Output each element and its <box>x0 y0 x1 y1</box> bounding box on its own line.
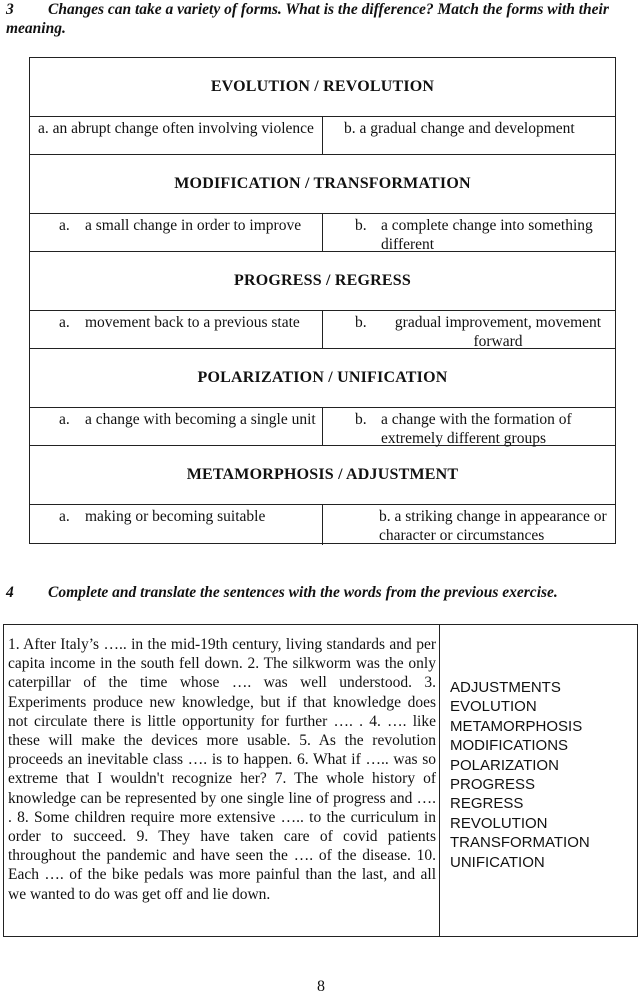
option-label: a. <box>59 314 70 331</box>
definition-b: b. a striking change in appearance or character or circumstances <box>379 508 607 544</box>
exercise-4-instruction: Complete and translate the sentences with the words from the previous exercise. <box>48 584 558 601</box>
group-row <box>30 310 615 349</box>
exercise-3-table <box>29 57 616 544</box>
page-number: 8 <box>317 978 325 995</box>
word-bank-item: ADJUSTMENTS <box>450 679 561 696</box>
definition-b <box>323 311 615 348</box>
word-bank-item: EVOLUTION <box>450 698 537 716</box>
word-bank-item: REGRESS <box>450 795 524 813</box>
option-text: movement back to a previous state <box>85 314 300 331</box>
sentences-text: 1. After Italy’s ….. in the mid-19th century, living standards and per capita income in the south fell down. 2. The silkworm was the only caterpillar of the time whose …. was well understood. 3. Experiments produce new knowledge, but if that knowledge does not circulate there is little opportunity for further …. . 4. …. like these will make the devices more usable. 5. As the revolution proceeds an inevitable class …. is to happen. 6. What if ….. was so extreme that I wouldn't recognize her? 7. The whole history of knowledge can be represented by one single line of progress and …. . 8. Some children require more extensive ….. to the curriculum in order to succeed. 9. They have taken care of covid patients throughout the pandemic and have seen the …. of the disease. 10. Each …. of the bike pedals was more painful than the last, and all we wanted to do was get off and lie down. <box>4 625 440 936</box>
word-bank-item: REVOLUTION <box>450 814 548 832</box>
group-title: MODIFICATION / TRANSFORMATION <box>174 175 471 192</box>
option-label: b. <box>355 314 367 331</box>
word-bank-item: METAMORPHOSIS <box>450 717 583 735</box>
group-title: PROGRESS / REGRESS <box>234 272 411 289</box>
definition-a <box>30 408 323 445</box>
word-bank <box>440 625 637 936</box>
exercise-3-instruction: Changes can take a variety of forms. What is the difference? Match the forms with their meaning. <box>6 1 609 37</box>
exercise-4-table <box>3 624 638 937</box>
group-row <box>30 213 615 252</box>
group-title: EVOLUTION / REVOLUTION <box>210 78 435 95</box>
option-label: a. <box>59 508 70 525</box>
definition-a <box>30 311 323 348</box>
option-label: a. <box>59 411 70 428</box>
definition-a <box>30 214 323 251</box>
option-text: gradual improvement, movement forward <box>394 314 602 350</box>
word-bank-item: TRANSFORMATION <box>450 834 590 852</box>
definition-b <box>323 408 615 445</box>
group-title: METAMORPHOSIS / ADJUSTMENT <box>186 466 459 483</box>
word-bank-item: PROGRESS <box>450 776 536 794</box>
word-bank-item: UNIFICATION <box>450 853 545 871</box>
option-text: making or becoming suitable <box>85 508 266 525</box>
word-bank-item: POLARIZATION <box>450 756 559 774</box>
definition-b <box>323 214 615 251</box>
option-text: a complete change into something different <box>381 217 593 253</box>
exercise-4-number: 4 <box>6 584 14 601</box>
exercise-4-heading <box>6 583 638 602</box>
group-row <box>30 407 615 446</box>
option-text: a change with the formation of extremely different groups <box>381 411 572 447</box>
exercise-3-heading <box>6 0 638 38</box>
option-text: a change with becoming a single unit <box>85 411 316 428</box>
group-row <box>30 504 615 545</box>
exercise-3-number: 3 <box>6 1 14 18</box>
definition-a: a. an abrupt change often involving violence <box>30 117 323 154</box>
word-bank-item: MODIFICATIONS <box>450 737 569 755</box>
option-label: a. <box>59 217 70 234</box>
option-label: b. <box>355 411 367 428</box>
definition-a <box>30 505 323 545</box>
option-text: a small change in order to improve <box>85 217 302 234</box>
definition-b: b. a gradual change and development <box>344 120 575 137</box>
group-title: POLARIZATION / UNIFICATION <box>197 369 448 386</box>
option-label: b. <box>355 217 367 234</box>
group-row <box>30 116 615 155</box>
